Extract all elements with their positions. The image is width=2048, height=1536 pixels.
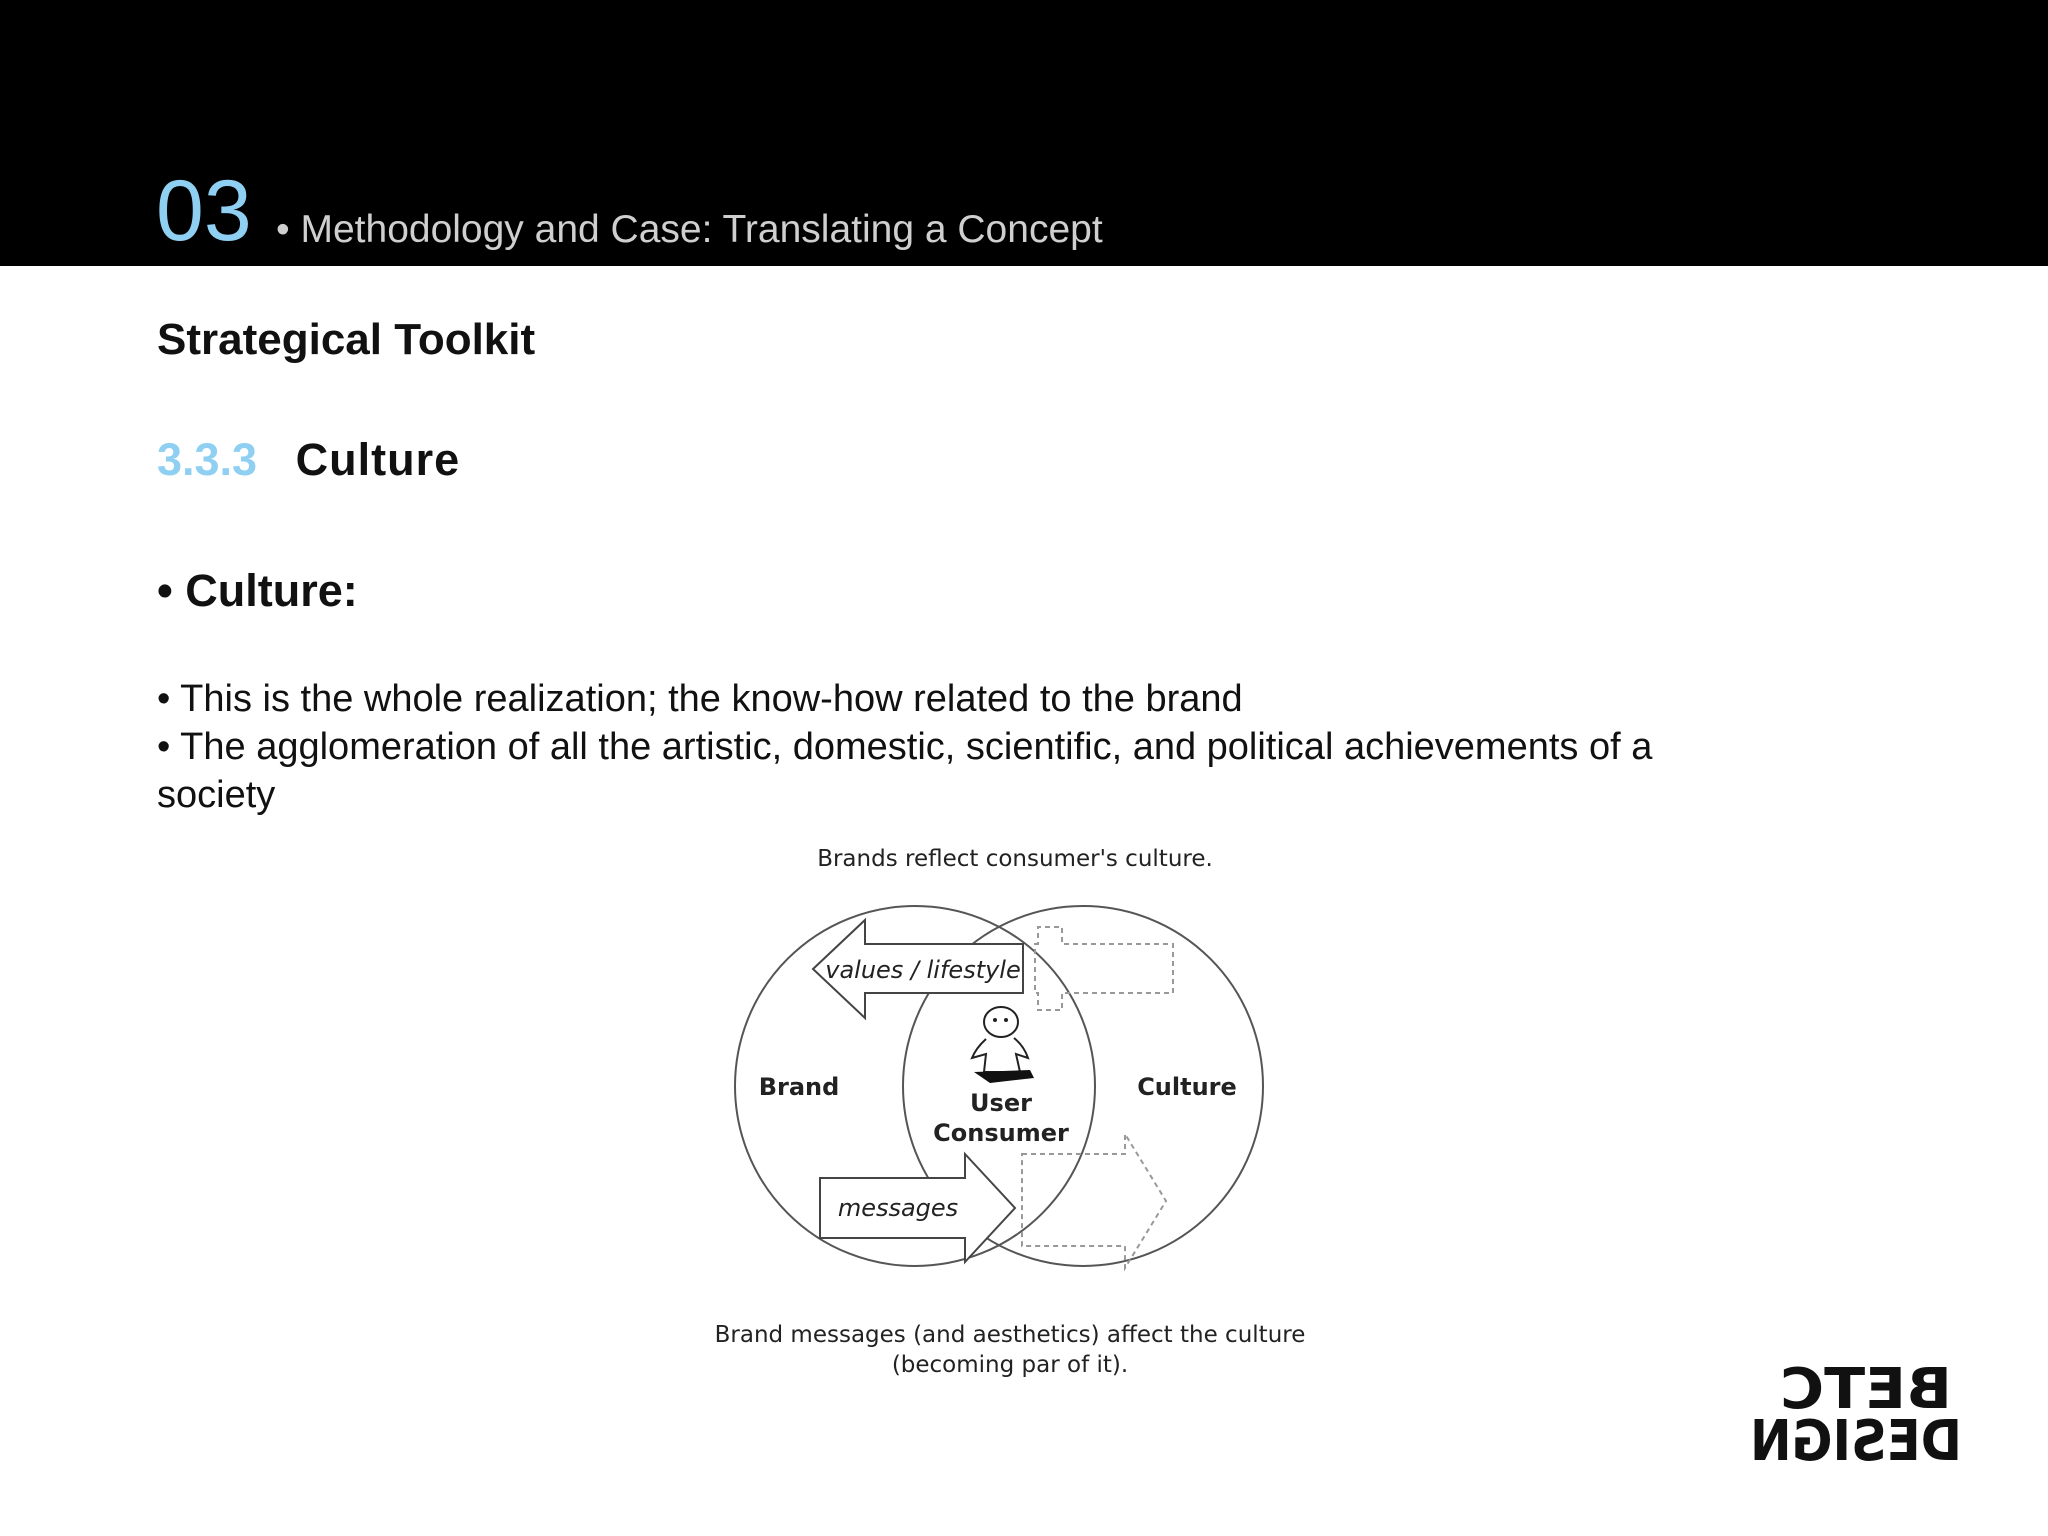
logo-line-1: BETC (1780, 1360, 1952, 1422)
bullet-list (157, 675, 1757, 819)
user-label: User (970, 1089, 1032, 1117)
section-title: • Methodology and Case: Translating a Concept (276, 208, 1103, 251)
section-number: 03 (156, 163, 252, 259)
brand-label: Brand (758, 1073, 840, 1101)
diagram-caption-bottom-2: (becoming par of it). (891, 1352, 1129, 1378)
values-arrow-label: values / lifestyle (825, 956, 1021, 984)
bullet-item: • This is the whole realization; the know-how related to the brand (157, 678, 1243, 720)
messages-arrow-label: messages (837, 1194, 959, 1222)
subsection-heading (157, 434, 461, 485)
logo-line-2: DESIGN (1750, 1409, 1962, 1462)
brand-culture-diagram (690, 836, 1340, 1382)
header-bar (0, 0, 2048, 266)
subsection-label: Culture (295, 434, 461, 485)
diagram-caption-bottom-1: Brand messages (and aesthetics) affect the culture (714, 1322, 1306, 1348)
culture-label: Culture (1137, 1073, 1237, 1101)
slide-subtitle: Strategical Toolkit (157, 315, 536, 364)
betc-design-logo (1746, 1360, 1966, 1462)
consumer-label: Consumer (933, 1119, 1069, 1147)
subsection-number: 3.3.3 (157, 434, 258, 485)
diagram-caption-top: Brands reflect consumer's culture. (817, 846, 1213, 872)
bullet-item: • The agglomeration of all the artistic, domestic, scientific, and political achievements of a society (157, 726, 1653, 816)
bullet-heading: • Culture: (157, 565, 358, 616)
